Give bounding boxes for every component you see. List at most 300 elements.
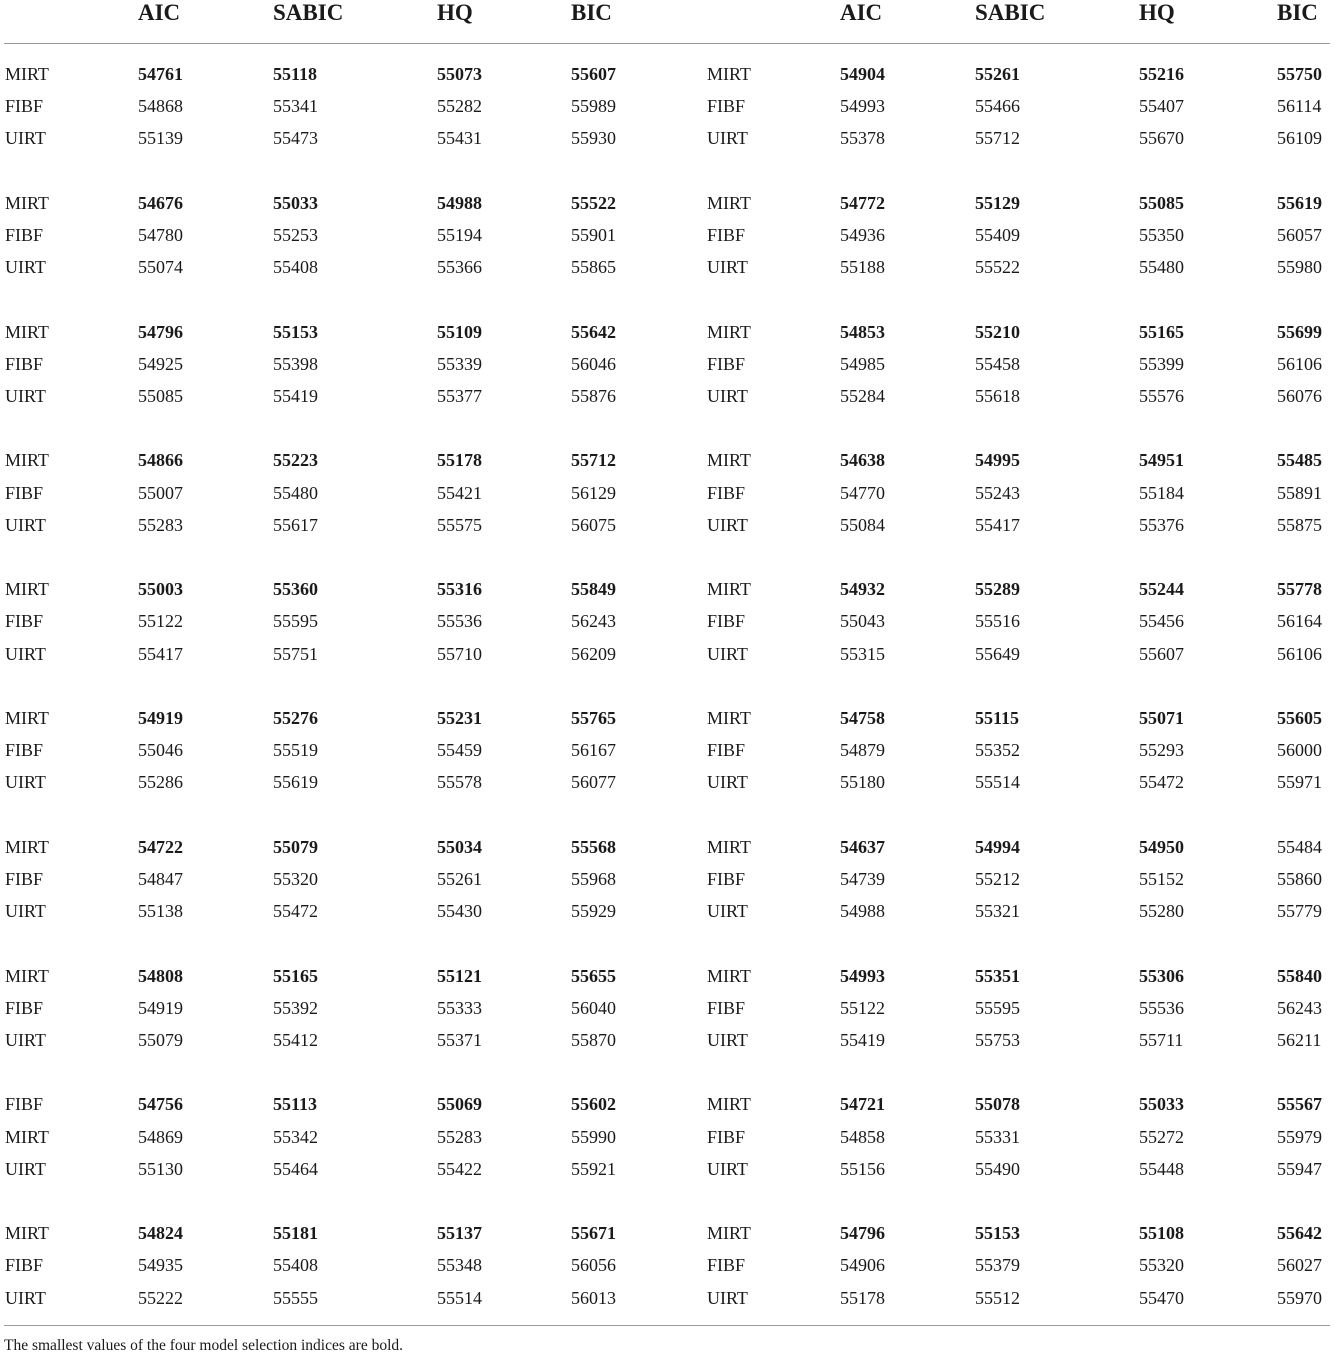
row-label-model: MIRT — [5, 450, 49, 470]
table-cell: 55244 — [1139, 579, 1184, 599]
table-cell: 54994 — [975, 837, 1020, 857]
row-label-model: MIRT — [707, 450, 751, 470]
table-cell: 54866 — [138, 450, 183, 470]
table-cell: 54853 — [840, 322, 885, 342]
table-cell: 54739 — [840, 869, 885, 889]
table-cell: 54796 — [840, 1223, 885, 1243]
table-cell: 55118 — [273, 64, 318, 84]
table-cell: 55073 — [437, 64, 482, 84]
table-cell: 55875 — [1277, 515, 1322, 535]
row-label-model: MIRT — [707, 1223, 751, 1243]
table-cell: 54758 — [840, 708, 885, 728]
table-cell: 55188 — [840, 257, 885, 277]
row-label-model: UIRT — [5, 644, 46, 664]
row-label-model: MIRT — [5, 1127, 49, 1147]
row-label-model: FIBF — [707, 740, 746, 760]
table-cell: 55408 — [273, 257, 318, 277]
row-label-model: MIRT — [5, 1223, 49, 1243]
table-cell: 54906 — [840, 1255, 885, 1275]
table-cell: 55448 — [1139, 1159, 1184, 1179]
row-label-model: MIRT — [5, 579, 49, 599]
table-cell: 55074 — [138, 257, 183, 277]
table-cell: 55321 — [975, 901, 1020, 921]
table-cell: 55472 — [1139, 772, 1184, 792]
row-label-model: UIRT — [5, 1030, 46, 1050]
table-cell: 55286 — [138, 772, 183, 792]
table-cell: 56077 — [571, 772, 616, 792]
row-label-model: FIBF — [707, 611, 746, 631]
table-cell: 54638 — [840, 450, 885, 470]
row-label-model: MIRT — [707, 1094, 751, 1114]
table-cell: 55376 — [1139, 515, 1184, 535]
table-cell: 55153 — [273, 322, 318, 342]
table-cell: 55043 — [840, 611, 885, 631]
row-label-model: FIBF — [5, 869, 44, 889]
table-cell: 55289 — [975, 579, 1020, 599]
table-cell: 55085 — [1139, 193, 1184, 213]
table-cell: 55860 — [1277, 869, 1322, 889]
table-cell: 55840 — [1277, 966, 1322, 986]
table-cell: 55655 — [571, 966, 616, 986]
table-cell: 54936 — [840, 225, 885, 245]
table-cell: 55283 — [437, 1127, 482, 1147]
table-cell: 55379 — [975, 1255, 1020, 1275]
table-cell: 55607 — [1139, 644, 1184, 664]
table-cell: 55484 — [1277, 837, 1322, 857]
table-cell: 55078 — [975, 1094, 1020, 1114]
table-cell: 55152 — [1139, 869, 1184, 889]
table-cell: 55891 — [1277, 483, 1322, 503]
table-cell: 55121 — [437, 966, 482, 986]
table-cell: 55430 — [437, 901, 482, 921]
table-cell: 56211 — [1277, 1030, 1322, 1050]
row-label-model: UIRT — [5, 1159, 46, 1179]
table-cell: 55398 — [273, 354, 318, 374]
row-label-model: MIRT — [5, 193, 49, 213]
table-cell: 55342 — [273, 1127, 318, 1147]
row-label-model: UIRT — [707, 128, 748, 148]
table-cell: 55849 — [571, 579, 616, 599]
table-cell: 55619 — [273, 772, 318, 792]
table-cell: 55165 — [273, 966, 318, 986]
table-cell: 55216 — [1139, 64, 1184, 84]
table-cell: 55968 — [571, 869, 616, 889]
row-label-model: FIBF — [707, 225, 746, 245]
table-cell: 54879 — [840, 740, 885, 760]
table-cell: 55282 — [437, 96, 482, 116]
table-cell: 55649 — [975, 644, 1020, 664]
table-cell: 55417 — [975, 515, 1020, 535]
table-cell: 55316 — [437, 579, 482, 599]
table-cell: 56164 — [1277, 611, 1322, 631]
table-cell: 55422 — [437, 1159, 482, 1179]
row-label-model: MIRT — [707, 322, 751, 342]
table-cell: 55115 — [975, 708, 1020, 728]
table-cell: 55129 — [975, 193, 1020, 213]
table-cell: 54770 — [840, 483, 885, 503]
table-cell: 55352 — [975, 740, 1020, 760]
table-cell: 54676 — [138, 193, 183, 213]
table-cell: 55272 — [1139, 1127, 1184, 1147]
row-label-model: UIRT — [5, 515, 46, 535]
table-cell: 55536 — [1139, 998, 1184, 1018]
row-label-model: MIRT — [5, 708, 49, 728]
row-label-model: FIBF — [707, 869, 746, 889]
table-cell: 56167 — [571, 740, 616, 760]
row-label-model: FIBF — [5, 96, 44, 116]
table-cell: 55921 — [571, 1159, 616, 1179]
table-cell: 55079 — [138, 1030, 183, 1050]
table-cell: 55046 — [138, 740, 183, 760]
table-cell: 55261 — [975, 64, 1020, 84]
table-cell: 55412 — [273, 1030, 318, 1050]
table-cell: 55034 — [437, 837, 482, 857]
table-cell: 55970 — [1277, 1288, 1322, 1308]
row-label-model: UIRT — [707, 1159, 748, 1179]
table-cell: 55137 — [437, 1223, 482, 1243]
table-cell: 55536 — [437, 611, 482, 631]
table-cell: 55947 — [1277, 1159, 1322, 1179]
table-cell: 55765 — [571, 708, 616, 728]
table-cell: 55930 — [571, 128, 616, 148]
table-cell: 56027 — [1277, 1255, 1322, 1275]
table-cell: 55865 — [571, 257, 616, 277]
row-label-model: FIBF — [5, 1094, 44, 1114]
table-cell: 54919 — [138, 708, 183, 728]
table-cell: 54932 — [840, 579, 885, 599]
table-cell: 55138 — [138, 901, 183, 921]
table-cell: 56040 — [571, 998, 616, 1018]
header-hq-left: HQ — [437, 0, 473, 25]
table-cell: 55231 — [437, 708, 482, 728]
row-label-model: UIRT — [5, 386, 46, 406]
table-cell: 56243 — [1277, 998, 1322, 1018]
table-cell: 55003 — [138, 579, 183, 599]
table-cell: 55516 — [975, 611, 1020, 631]
table-cell: 56106 — [1277, 644, 1322, 664]
row-label-model: FIBF — [5, 483, 44, 503]
table-cell: 55165 — [1139, 322, 1184, 342]
header-bic-right: BIC — [1277, 0, 1318, 25]
row-label-model: FIBF — [5, 1255, 44, 1275]
table-cell: 55409 — [975, 225, 1020, 245]
table-cell: 55979 — [1277, 1127, 1322, 1147]
table-cell: 55699 — [1277, 322, 1322, 342]
table-cell: 55122 — [840, 998, 885, 1018]
table-cell: 54985 — [840, 354, 885, 374]
table-cell: 55320 — [273, 869, 318, 889]
table-cell: 55194 — [437, 225, 482, 245]
table-cell: 55315 — [840, 644, 885, 664]
header-aic-right: AIC — [840, 0, 883, 25]
table-cell: 55459 — [437, 740, 482, 760]
row-label-model: FIBF — [707, 354, 746, 374]
table-cell: 54761 — [138, 64, 183, 84]
table-cell: 55113 — [273, 1094, 318, 1114]
table-cell: 55180 — [840, 772, 885, 792]
row-label-model: MIRT — [707, 966, 751, 986]
table-cell: 55366 — [437, 257, 482, 277]
row-label-model: MIRT — [5, 837, 49, 857]
table-cell: 56243 — [571, 611, 616, 631]
table-cell: 55712 — [975, 128, 1020, 148]
table-cell: 55485 — [1277, 450, 1322, 470]
table-cell: 54869 — [138, 1127, 183, 1147]
table-cell: 55990 — [571, 1127, 616, 1147]
table-cell: 55578 — [437, 772, 482, 792]
row-label-model: MIRT — [5, 322, 49, 342]
header-rule — [4, 43, 1330, 44]
table-cell: 55181 — [273, 1223, 318, 1243]
table-cell: 54904 — [840, 64, 885, 84]
table-cell: 56013 — [571, 1288, 616, 1308]
row-label-model: FIBF — [707, 1255, 746, 1275]
row-label-model: UIRT — [707, 515, 748, 535]
table-cell: 55139 — [138, 128, 183, 148]
table-cell: 55431 — [437, 128, 482, 148]
table-cell: 56114 — [1277, 96, 1322, 116]
table-cell: 55607 — [571, 64, 616, 84]
table-cell: 55618 — [975, 386, 1020, 406]
table-cell: 55333 — [437, 998, 482, 1018]
table-cell: 55079 — [273, 837, 318, 857]
table-cell: 55399 — [1139, 354, 1184, 374]
table-cell: 54637 — [840, 837, 885, 857]
table-cell: 55870 — [571, 1030, 616, 1050]
table-cell: 55377 — [437, 386, 482, 406]
header-aic-left: AIC — [138, 0, 181, 25]
table-cell: 55210 — [975, 322, 1020, 342]
table-cell: 56076 — [1277, 386, 1322, 406]
table-cell: 55284 — [840, 386, 885, 406]
table-cell: 55971 — [1277, 772, 1322, 792]
row-label-model: FIBF — [707, 998, 746, 1018]
row-label-model: UIRT — [5, 901, 46, 921]
row-label-model: UIRT — [707, 1030, 748, 1050]
row-label-model: MIRT — [707, 837, 751, 857]
table-cell: 55223 — [273, 450, 318, 470]
table-cell: 55331 — [975, 1127, 1020, 1147]
table-cell: 55712 — [571, 450, 616, 470]
table-cell: 55351 — [975, 966, 1020, 986]
table-cell: 55130 — [138, 1159, 183, 1179]
row-label-model: FIBF — [5, 354, 44, 374]
table-cell: 56075 — [571, 515, 616, 535]
table-cell: 55470 — [1139, 1288, 1184, 1308]
table-cell: 55595 — [273, 611, 318, 631]
table-cell: 55617 — [273, 515, 318, 535]
table-cell: 55071 — [1139, 708, 1184, 728]
table-cell: 55989 — [571, 96, 616, 116]
table-cell: 55253 — [273, 225, 318, 245]
table-cell: 54993 — [840, 966, 885, 986]
table-cell: 55320 — [1139, 1255, 1184, 1275]
table-cell: 55901 — [571, 225, 616, 245]
table-cell: 55929 — [571, 901, 616, 921]
table-cell: 55480 — [273, 483, 318, 503]
header-hq-right: HQ — [1139, 0, 1175, 25]
table-cell: 55522 — [975, 257, 1020, 277]
table-cell: 55671 — [571, 1223, 616, 1243]
table-cell: 55514 — [975, 772, 1020, 792]
row-label-model: MIRT — [5, 64, 49, 84]
table-cell: 55283 — [138, 515, 183, 535]
table-cell: 55069 — [437, 1094, 482, 1114]
table-cell: 54988 — [840, 901, 885, 921]
table-cell: 54721 — [840, 1094, 885, 1114]
table-cell: 55642 — [571, 322, 616, 342]
table-cell: 54993 — [840, 96, 885, 116]
table-cell: 55472 — [273, 901, 318, 921]
table-cell: 56209 — [571, 644, 616, 664]
table-cell: 54847 — [138, 869, 183, 889]
table-cell: 55276 — [273, 708, 318, 728]
table-cell: 55371 — [437, 1030, 482, 1050]
table-cell: 55348 — [437, 1255, 482, 1275]
table-cell: 55602 — [571, 1094, 616, 1114]
table-cell: 55122 — [138, 611, 183, 631]
table-cell: 55378 — [840, 128, 885, 148]
table-cell: 55778 — [1277, 579, 1322, 599]
row-label-model: FIBF — [5, 740, 44, 760]
bottom-rule — [4, 1325, 1330, 1326]
row-label-model: FIBF — [5, 225, 44, 245]
table-cell: 55480 — [1139, 257, 1184, 277]
table-cell: 54808 — [138, 966, 183, 986]
table-cell: 56000 — [1277, 740, 1322, 760]
table-cell: 55184 — [1139, 483, 1184, 503]
table-cell: 55407 — [1139, 96, 1184, 116]
table-cell: 54988 — [437, 193, 482, 213]
table-cell: 54919 — [138, 998, 183, 1018]
row-label-model: MIRT — [707, 708, 751, 728]
table-cell: 54950 — [1139, 837, 1184, 857]
table-cell: 55575 — [437, 515, 482, 535]
row-label-model: UIRT — [5, 1288, 46, 1308]
table-cell: 55392 — [273, 998, 318, 1018]
table-cell: 55519 — [273, 740, 318, 760]
table-cell: 55033 — [1139, 1094, 1184, 1114]
table-cell: 54824 — [138, 1223, 183, 1243]
table-cell: 55555 — [273, 1288, 318, 1308]
table-cell: 55033 — [273, 193, 318, 213]
table-cell: 54780 — [138, 225, 183, 245]
table-cell: 55464 — [273, 1159, 318, 1179]
row-label-model: FIBF — [707, 96, 746, 116]
table-cell: 55876 — [571, 386, 616, 406]
row-label-model: FIBF — [5, 611, 44, 631]
table-cell: 54935 — [138, 1255, 183, 1275]
row-label-model: UIRT — [707, 772, 748, 792]
table-cell: 55466 — [975, 96, 1020, 116]
table-cell: 55490 — [975, 1159, 1020, 1179]
table-cell: 55512 — [975, 1288, 1020, 1308]
table-cell: 55350 — [1139, 225, 1184, 245]
table-cell: 55619 — [1277, 193, 1322, 213]
table-cell: 55779 — [1277, 901, 1322, 921]
table-cell: 56106 — [1277, 354, 1322, 374]
table-cell: 55156 — [840, 1159, 885, 1179]
table-cell: 55670 — [1139, 128, 1184, 148]
row-label-model: MIRT — [707, 579, 751, 599]
row-label-model: MIRT — [707, 64, 751, 84]
table-cell: 55084 — [840, 515, 885, 535]
table-cell: 56129 — [571, 483, 616, 503]
table-cell: 55178 — [437, 450, 482, 470]
table-cell: 56057 — [1277, 225, 1322, 245]
table-cell: 55085 — [138, 386, 183, 406]
table-cell: 56056 — [571, 1255, 616, 1275]
table-cell: 55360 — [273, 579, 318, 599]
row-label-model: UIRT — [5, 257, 46, 277]
table-cell: 55419 — [273, 386, 318, 406]
table-cell: 55408 — [273, 1255, 318, 1275]
table-cell: 54925 — [138, 354, 183, 374]
table-cell: 55458 — [975, 354, 1020, 374]
header-sabic-right: SABIC — [975, 0, 1046, 25]
table-cell: 54858 — [840, 1127, 885, 1147]
table-cell: 55980 — [1277, 257, 1322, 277]
table-cell: 55514 — [437, 1288, 482, 1308]
table-cell: 55178 — [840, 1288, 885, 1308]
table-cell: 55473 — [273, 128, 318, 148]
table-cell: 55567 — [1277, 1094, 1322, 1114]
table-cell: 55710 — [437, 644, 482, 664]
table-cell: 55341 — [273, 96, 318, 116]
table-cell: 55108 — [1139, 1223, 1184, 1243]
row-label-model: UIRT — [707, 1288, 748, 1308]
table-cell: 55421 — [437, 483, 482, 503]
table-cell: 55280 — [1139, 901, 1184, 921]
row-label-model: UIRT — [707, 901, 748, 921]
row-label-model: MIRT — [707, 193, 751, 213]
table-cell: 55417 — [138, 644, 183, 664]
table-cell: 55576 — [1139, 386, 1184, 406]
table-cell: 54756 — [138, 1094, 183, 1114]
table-cell: 55153 — [975, 1223, 1020, 1243]
table-cell: 55595 — [975, 998, 1020, 1018]
row-label-model: MIRT — [5, 966, 49, 986]
table-cell: 54722 — [138, 837, 183, 857]
table-cell: 54995 — [975, 450, 1020, 470]
table-cell: 55243 — [975, 483, 1020, 503]
table-cell: 55711 — [1139, 1030, 1184, 1050]
row-label-model: UIRT — [707, 644, 748, 664]
table-cell: 55568 — [571, 837, 616, 857]
table-cell: 55751 — [273, 644, 318, 664]
table-footnote: The smallest values of the four model selection indices are bold. — [4, 1337, 404, 1354]
table-cell: 55456 — [1139, 611, 1184, 631]
table-cell: 55642 — [1277, 1223, 1322, 1243]
table-cell: 55753 — [975, 1030, 1020, 1050]
table-cell: 55261 — [437, 869, 482, 889]
row-label-model: FIBF — [5, 998, 44, 1018]
table-cell: 54951 — [1139, 450, 1184, 470]
table-cell: 55293 — [1139, 740, 1184, 760]
table-cell: 55605 — [1277, 708, 1322, 728]
table-cell: 54772 — [840, 193, 885, 213]
row-label-model: UIRT — [707, 257, 748, 277]
row-label-model: FIBF — [707, 483, 746, 503]
row-label-model: UIRT — [5, 128, 46, 148]
table-cell: 55419 — [840, 1030, 885, 1050]
table-cell: 56109 — [1277, 128, 1322, 148]
table-cell: 54868 — [138, 96, 183, 116]
row-label-model: UIRT — [5, 772, 46, 792]
row-label-model: FIBF — [707, 1127, 746, 1147]
table-cell: 55306 — [1139, 966, 1184, 986]
header-bic-left: BIC — [571, 0, 612, 25]
